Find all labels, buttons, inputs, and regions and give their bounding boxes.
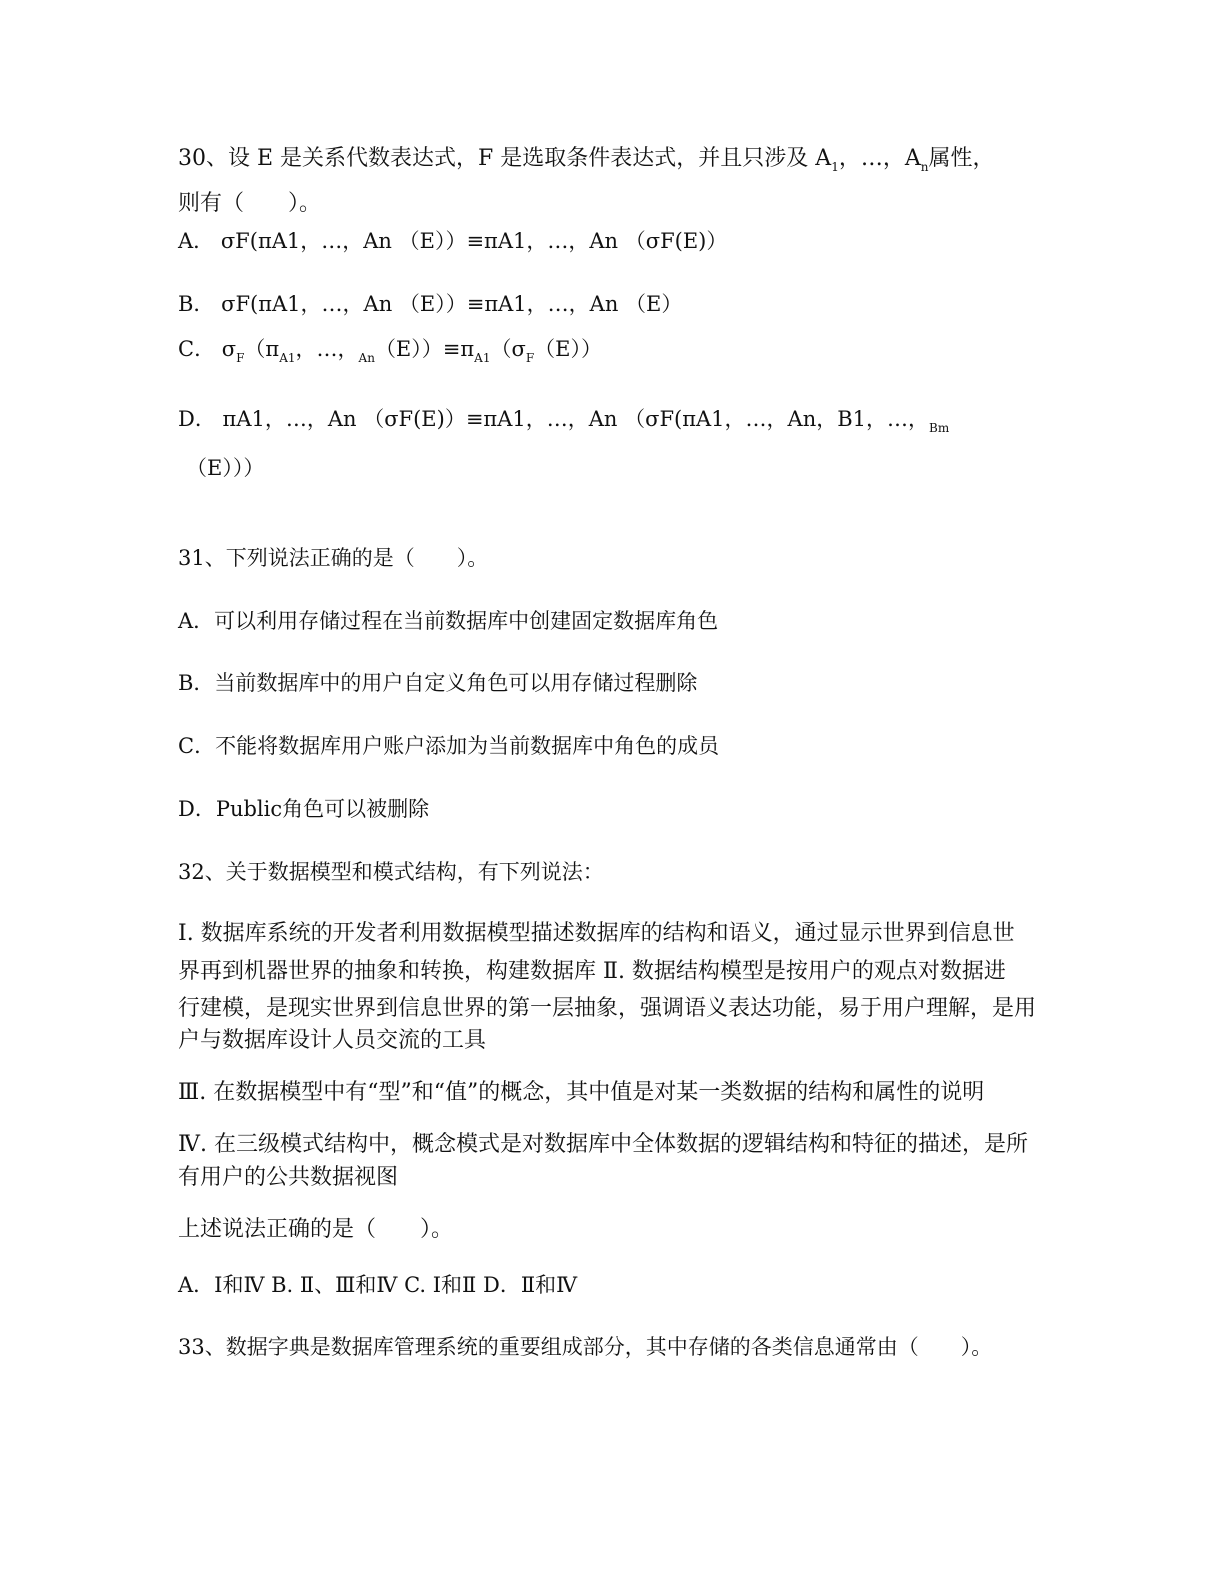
- q30-option-c-text: （π: [244, 337, 280, 361]
- q30-option-c-text: （E））≡π: [374, 337, 475, 361]
- q30-option-c-text: （E））: [534, 337, 602, 361]
- q30-option-d-line2: （E）））: [186, 456, 265, 480]
- q32-stem: 32、关于数据模型和模式结构，有下列说法：: [178, 860, 604, 884]
- q33-stem: 33、数据字典是数据库管理系统的重要组成部分，其中存储的各类信息通常由（ ）。: [178, 1335, 993, 1359]
- q31-option-a: A．可以利用存储过程在当前数据库中创建固定数据库角色: [178, 609, 719, 633]
- q30-option-d-text: D． πA1，…，An （σF(E)）≡πA1，…，An （σF(πA1，…，An，B1，…，: [178, 407, 930, 431]
- subscript-a1: A1: [474, 351, 491, 365]
- q30-stem-line2: 则有（ ）。: [178, 191, 322, 216]
- q30-option-a: A． σF(πA1，…，An （E））≡πA1，…，An （σF(E)）: [178, 229, 728, 253]
- q32-question: 上述说法正确的是（ ）。: [178, 1217, 454, 1242]
- q30-stem-text: 属性，: [928, 146, 995, 171]
- q30-option-c-text: （σ: [490, 337, 526, 361]
- q30-option-d: [178, 406, 949, 441]
- q31-stem: 31、下列说法正确的是（ ）。: [178, 546, 489, 570]
- q31-option-b: B．当前数据库中的用户自定义角色可以用存储过程删除: [178, 671, 698, 695]
- subscript-f: F: [236, 351, 245, 365]
- q32-statement-3: Ⅲ. 在数据模型中有“型”和“值”的概念，其中值是对某一类数据的结构和属性的说明: [178, 1080, 985, 1105]
- q30-stem-text: ，…，A: [838, 146, 921, 171]
- q32-statement-1-line4: 户与数据库设计人员交流的工具: [178, 1028, 487, 1053]
- subscript-bm: Bm: [929, 421, 950, 435]
- subscript-f: F: [525, 351, 535, 365]
- subscript-1: 1: [831, 160, 839, 174]
- q32-statement-1-line2: 界再到机器世界的抽象和转换，构建数据库 Ⅱ. 数据结构模型是按用户的观点对数据进: [178, 959, 1006, 984]
- subscript-an: An: [358, 351, 375, 365]
- q31-option-c: C．不能将数据库用户账户添加为当前数据库中角色的成员: [178, 734, 720, 758]
- subscript-a1: A1: [279, 351, 296, 365]
- q32-statement-4-line1: Ⅳ. 在三级模式结构中，概念模式是对数据库中全体数据的逻辑结构和特征的描述，是所: [178, 1132, 1028, 1157]
- subscript-n: n: [920, 160, 929, 174]
- q32-statement-1-line3: 行建模，是现实世界到信息世界的第一层抽象，强调语义表达功能，易于用户理解，是用: [178, 996, 1037, 1021]
- q30-option-c-text: ，…，: [295, 337, 359, 361]
- q30-stem-text: 30、设 E 是关系代数表达式，F 是选取条件表达式，并且只涉及 A: [178, 146, 832, 171]
- q30-option-c: [178, 336, 602, 371]
- q30-stem-line1: [178, 146, 994, 180]
- q31-option-d: D．Public角色可以被删除: [178, 797, 430, 821]
- q30-option-b: B． σF(πA1，…，An （E））≡πA1，…，An （E）: [178, 292, 683, 316]
- q32-statement-1-line1: Ⅰ. 数据库系统的开发者利用数据模型描述数据库的结构和语义，通过显示世界到信息世: [178, 921, 1015, 946]
- q32-statement-4-line2: 有用户的公共数据视图: [178, 1165, 399, 1190]
- q30-option-c-text: C． σ: [178, 337, 237, 361]
- q32-options: A．Ⅰ和Ⅳ B. Ⅱ、Ⅲ和Ⅳ C. Ⅰ和Ⅱ D．Ⅱ和Ⅳ: [178, 1273, 578, 1297]
